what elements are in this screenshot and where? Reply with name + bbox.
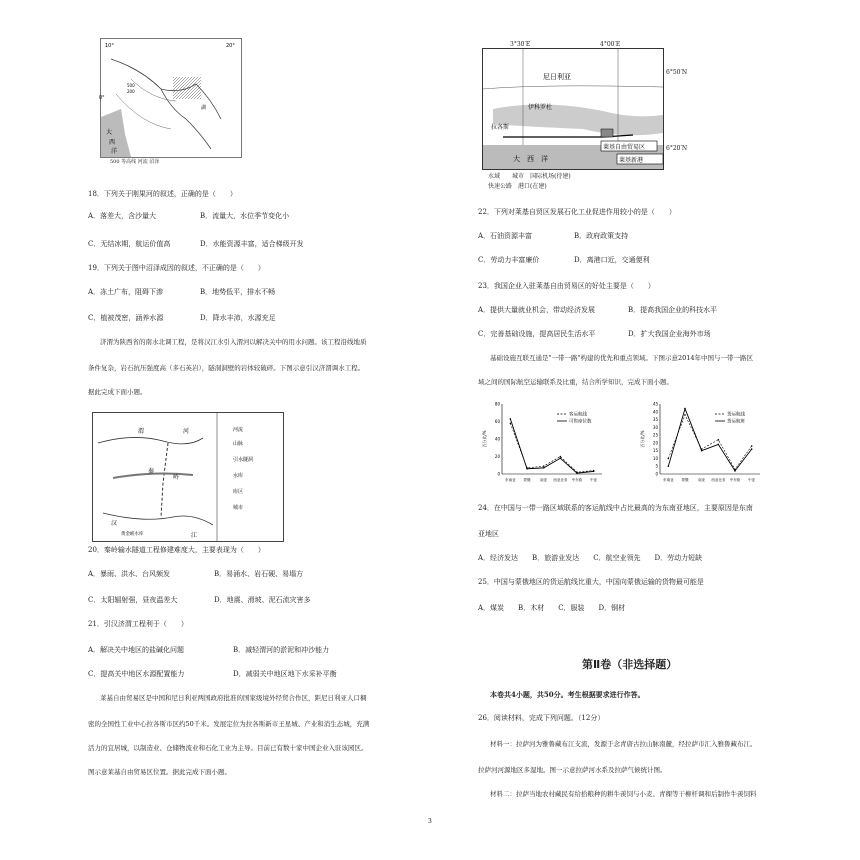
q24-stem: 24．在中国与一带一路区域联系的客运航线中占比最高的为东南亚地区，主要原因是东南 (478, 504, 753, 512)
passenger-chart (480, 398, 610, 490)
passage-line: 基础设施互联互通是"一带一路"构建的优先和重点领域。下图示意2014年中国与一带一路区 (490, 354, 754, 362)
q21-option-b: B．减轻渭河的淤泥和冲沙能力 (233, 646, 330, 654)
series-line (510, 419, 593, 473)
x-tick-label: 西亚北非 (553, 478, 568, 482)
legend-label: 货运航线 (727, 412, 745, 418)
data-point (576, 472, 578, 474)
legend-item (488, 182, 547, 191)
congo-map-svg (101, 39, 241, 157)
passage-line: 活力的宜居城，以制造业、仓储物流业和石化工业为主导。目前已有数十家中国企业入驻该园区。 (88, 744, 368, 752)
lake-label: 湖 (201, 105, 207, 111)
map-label: 渭 (138, 428, 145, 435)
data-point (701, 450, 703, 452)
q26-stem: 26．阅读材料，完成下列问题。（12分） (478, 714, 605, 722)
q19-option-a: A．冻土广布，阻碍下渗 (88, 288, 164, 296)
wei-river (98, 437, 203, 443)
swamp-area (173, 77, 201, 99)
q20-option-d: D．地震、滑坡、泥石流灾害多 (214, 596, 311, 604)
x-tick-label: 中东欧 (729, 478, 741, 482)
material-line: 材料一：拉萨河为雅鲁藏布江支流，发源于念青唐古拉山脉南麓，经拉萨市汇入雅鲁藏布江。 (490, 740, 757, 748)
data-point (526, 468, 528, 470)
passage-line: 密的全国性工业中心拉各斯市区约50千米。发展定位为拉各斯新市王星城、产业和消生态城，充满 (88, 720, 370, 728)
q21-stem: 21．引汉济渭工程利于（ ） (88, 620, 188, 628)
passage-line: 济渭为陕西省的南水北调工程，是将汉江水引入渭河以解决关中的用水问题。该工程沿线地质 (100, 338, 367, 346)
data-point (560, 457, 562, 459)
cargo-chart (638, 398, 768, 490)
y-tick-label: 0 (497, 471, 500, 477)
contour-200-label: 200 (127, 89, 135, 94)
y-tick-label: 35 (652, 417, 658, 423)
map-label: 汉 (111, 520, 118, 527)
q22-stem: 22．下列对莱基自贸区发展石化工业促进作用较小的是（ ） (478, 208, 676, 216)
tunnel-line (161, 443, 168, 517)
ikorodu-label: 伊科罗杜 (528, 104, 553, 111)
lekki-map (482, 48, 664, 170)
data-point (593, 471, 595, 473)
passage-line: 莱基自由贸易区是中国和尼日利亚两国政府批准的国家级境外经贸合作区，距尼日利亚人口稠 (100, 694, 367, 702)
q20-option-b: B．易涌水、岩石硬、易塌方 (214, 570, 304, 578)
y-axis-label: 百分比/% (640, 430, 645, 448)
lon-right-label: 20° (226, 43, 235, 49)
map-label: 秦 (148, 468, 155, 475)
q25-options: A．煤炭 B．木材 C．服装 D．钢材 (478, 604, 626, 612)
y-tick-label: 5 (655, 463, 658, 469)
q23-option-d: D．扩大我国企业海外市场 (628, 330, 711, 338)
port-label: 莱基新港 (619, 157, 644, 164)
data-point (718, 439, 720, 441)
q23-option-b: B．提高我国企业的科技水平 (628, 306, 718, 314)
q21-option-d: D．减弱关中地区地下水采补平衡 (233, 670, 337, 678)
legend-item: 库区 (233, 489, 244, 495)
y-tick-label: 40 (652, 409, 658, 415)
legend-label: 货运航班 (727, 419, 745, 425)
ocean-label: 西 (109, 139, 116, 146)
q24-options: A．经济发达 B．旅游业发达 C．航空业领先 D．劳动力短缺 (478, 554, 703, 562)
data-point (560, 456, 562, 458)
x-tick-label: 蒙俄 (523, 478, 531, 482)
lagos-label: 拉各斯 (491, 124, 510, 131)
material-line: 拉萨河河源地区多湿地。图一示意拉萨河水系及拉萨气候统计图。 (478, 766, 667, 774)
q22-option-c: C．劳动力丰富廉价 (478, 256, 540, 264)
congo-map (100, 38, 242, 158)
map-label: 岭 (173, 474, 180, 481)
legend-port: 港口(在建) (518, 183, 547, 190)
y-tick-label: 80 (494, 401, 500, 407)
material-line: 材料二：拉萨当地农村藏民有给拾粮种的耕牛羡饲与小麦、青稞等干柳杆调和后制作牛羡饲料 (490, 790, 757, 798)
data-point (751, 445, 753, 447)
ocean-label: 大 (106, 129, 113, 136)
y-tick-label: 40 (494, 436, 500, 442)
data-point (668, 458, 670, 460)
y-tick-label: 25 (652, 432, 658, 438)
x-tick-label: 中东欧 (571, 478, 583, 482)
data-point (718, 444, 720, 446)
map-label: 黄金峡水库 (121, 532, 144, 537)
passage-line: 域之间的国际航空运输联系及比重，结合所学知识，完成下面小题。 (478, 378, 673, 386)
contour-line (116, 94, 171, 129)
q18-option-c: C．无结冰期，航运价值高 (88, 240, 171, 248)
data-point (684, 408, 686, 410)
x-tick-label: 蒙俄 (681, 478, 689, 482)
han-river (103, 513, 213, 525)
ocean-label: 大 西 洋 (513, 155, 548, 163)
legend-water: 水域 (488, 173, 501, 180)
legend-label: 可售座位数 (569, 419, 592, 425)
free-zone-shape (601, 129, 613, 137)
x-tick-label: 中亚 (590, 478, 598, 482)
q19-option-c: C．植被茂密，涵养水源 (88, 314, 164, 322)
lon2-label: 4°00′E (600, 41, 621, 48)
legend-item (488, 172, 571, 181)
section-title: 第Ⅱ卷（非选择题） (582, 658, 678, 671)
passage-line: 图示意莱基自由贸易区位置。据此完成下面小题。 (88, 768, 231, 776)
q19-option-d: D．降水丰沛，水源充足 (200, 314, 276, 322)
map1-legend: 500 等高线 河流 沼泽 (110, 159, 160, 165)
data-point (543, 467, 545, 469)
x-tick-label: 西亚北非 (711, 478, 726, 482)
q22-option-b: B．政府政策支持 (574, 232, 629, 240)
q25-stem: 25．中国与蒙俄地区的货运航线比重大，中国向蒙俄运输的货物最可能是 (478, 578, 704, 586)
y-tick-label: 45 (652, 401, 658, 407)
x-tick-label: 东南亚 (505, 478, 516, 482)
q18-stem: 18．下列关于刚果河的叙述，正确的是（ ） (88, 190, 237, 198)
lat2-label: 6°20′N (666, 145, 688, 152)
expressway (503, 135, 633, 137)
y-tick-label: 20 (652, 440, 658, 446)
y-tick-label: 0 (655, 471, 658, 477)
legend-item: 河流 (233, 427, 244, 433)
q22-option-d: D．离港口近，交通便利 (574, 256, 650, 264)
q21-option-a: A．解决关中地区的盐碱化问题 (88, 646, 185, 654)
legend-airport: 国际机场(待建) (530, 173, 571, 180)
q21-option-c: C．提高关中地区水源配置能力 (88, 670, 185, 678)
lon-left-label: 10° (105, 43, 114, 49)
series-line (668, 409, 751, 471)
lon1-label: 3°30′E (510, 41, 531, 48)
lat-label: 0° (99, 95, 105, 101)
data-point (510, 422, 512, 424)
legend-label: 客运航线 (569, 412, 587, 418)
y-tick-label: 60 (494, 419, 500, 424)
q18-option-b: B．流量大，水位季节变化小 (200, 212, 290, 220)
q19-stem: 19．下列关于图中沼泽成因的叙述，不正确的是（ ） (88, 264, 265, 272)
y-axis-label: 百分比/% (482, 430, 487, 448)
y-tick-label: 10 (652, 455, 658, 461)
parallel (483, 86, 663, 89)
data-point (751, 448, 753, 450)
nigeria-label: 尼日利亚 (543, 73, 571, 81)
q19-option-b: B．地势低平，排水不畅 (200, 288, 276, 296)
water-transfer-map-svg (93, 413, 283, 541)
ocean-label: 洋 (111, 148, 118, 155)
map-label: 河 (183, 428, 190, 435)
data-point (684, 414, 686, 416)
legend-item: 水库 (233, 473, 244, 479)
y-tick-label: 15 (652, 448, 658, 454)
q24-stem-cont: 亚地区 (478, 530, 499, 538)
x-tick-label: 东南亚 (663, 478, 674, 482)
x-tick-label: 中亚 (748, 478, 756, 482)
map-label: 江 (191, 532, 198, 539)
legend-city: 城市 (512, 173, 525, 180)
legend-item: 引水隧洞 (233, 457, 254, 463)
q20-option-a: A．暴雨、洪水、台风频发 (88, 570, 171, 578)
q22-option-a: A．石油资源丰富 (478, 232, 533, 240)
legend-road: 快速公路 (488, 183, 513, 190)
data-point (510, 418, 512, 420)
zone-label: 莱基自由贸易区 (603, 144, 646, 151)
contour-500-label: 500 (127, 83, 135, 88)
data-point (543, 465, 545, 467)
x-tick-label: 南亚 (698, 478, 706, 482)
legend-item: 城市 (233, 505, 244, 511)
data-point (668, 465, 670, 467)
page-number: 3 (428, 818, 432, 825)
q20-stem: 20．秦岭输水隧道工程修建难度大，主要表现为（ ） (88, 546, 265, 554)
q18-option-a: A．落差大，含沙量大 (88, 212, 157, 220)
q23-stem: 23．我国企业入驻莱基自由贸易区的好处主要是（ ） (478, 282, 655, 290)
lat1-label: 6°50′N (666, 69, 688, 76)
q23-option-c: C．完善基础设施，提高居民生活水平 (478, 330, 596, 338)
legend-item: 山脉 (233, 441, 244, 447)
lekki-map-svg (483, 49, 663, 169)
section-note: 本卷共4小题，共50分。考生根据要求进行作答。 (490, 690, 645, 699)
lagoon-shape (493, 104, 663, 135)
passage-line: 据此完成下面小题。 (88, 388, 147, 396)
water-transfer-map (92, 412, 284, 542)
q23-option-a: A．提供大量就业机会，带动经济发展 (478, 306, 596, 314)
series-line (510, 423, 593, 472)
data-point (734, 470, 736, 472)
y-tick-label: 30 (652, 424, 658, 430)
q20-option-c: C．太阳辐射强，昼夜温差大 (88, 596, 178, 604)
x-tick-label: 南亚 (540, 478, 548, 482)
y-tick-label: 20 (494, 454, 500, 459)
q18-option-d: D．水能资源丰富，适合梯级开发 (200, 240, 304, 248)
passage-line: 条件复杂，岩石抗压强度高（多石英岩），隧洞洞壁的岩体较破碎。下图示意引汉济渭调水工程。 (88, 364, 365, 372)
